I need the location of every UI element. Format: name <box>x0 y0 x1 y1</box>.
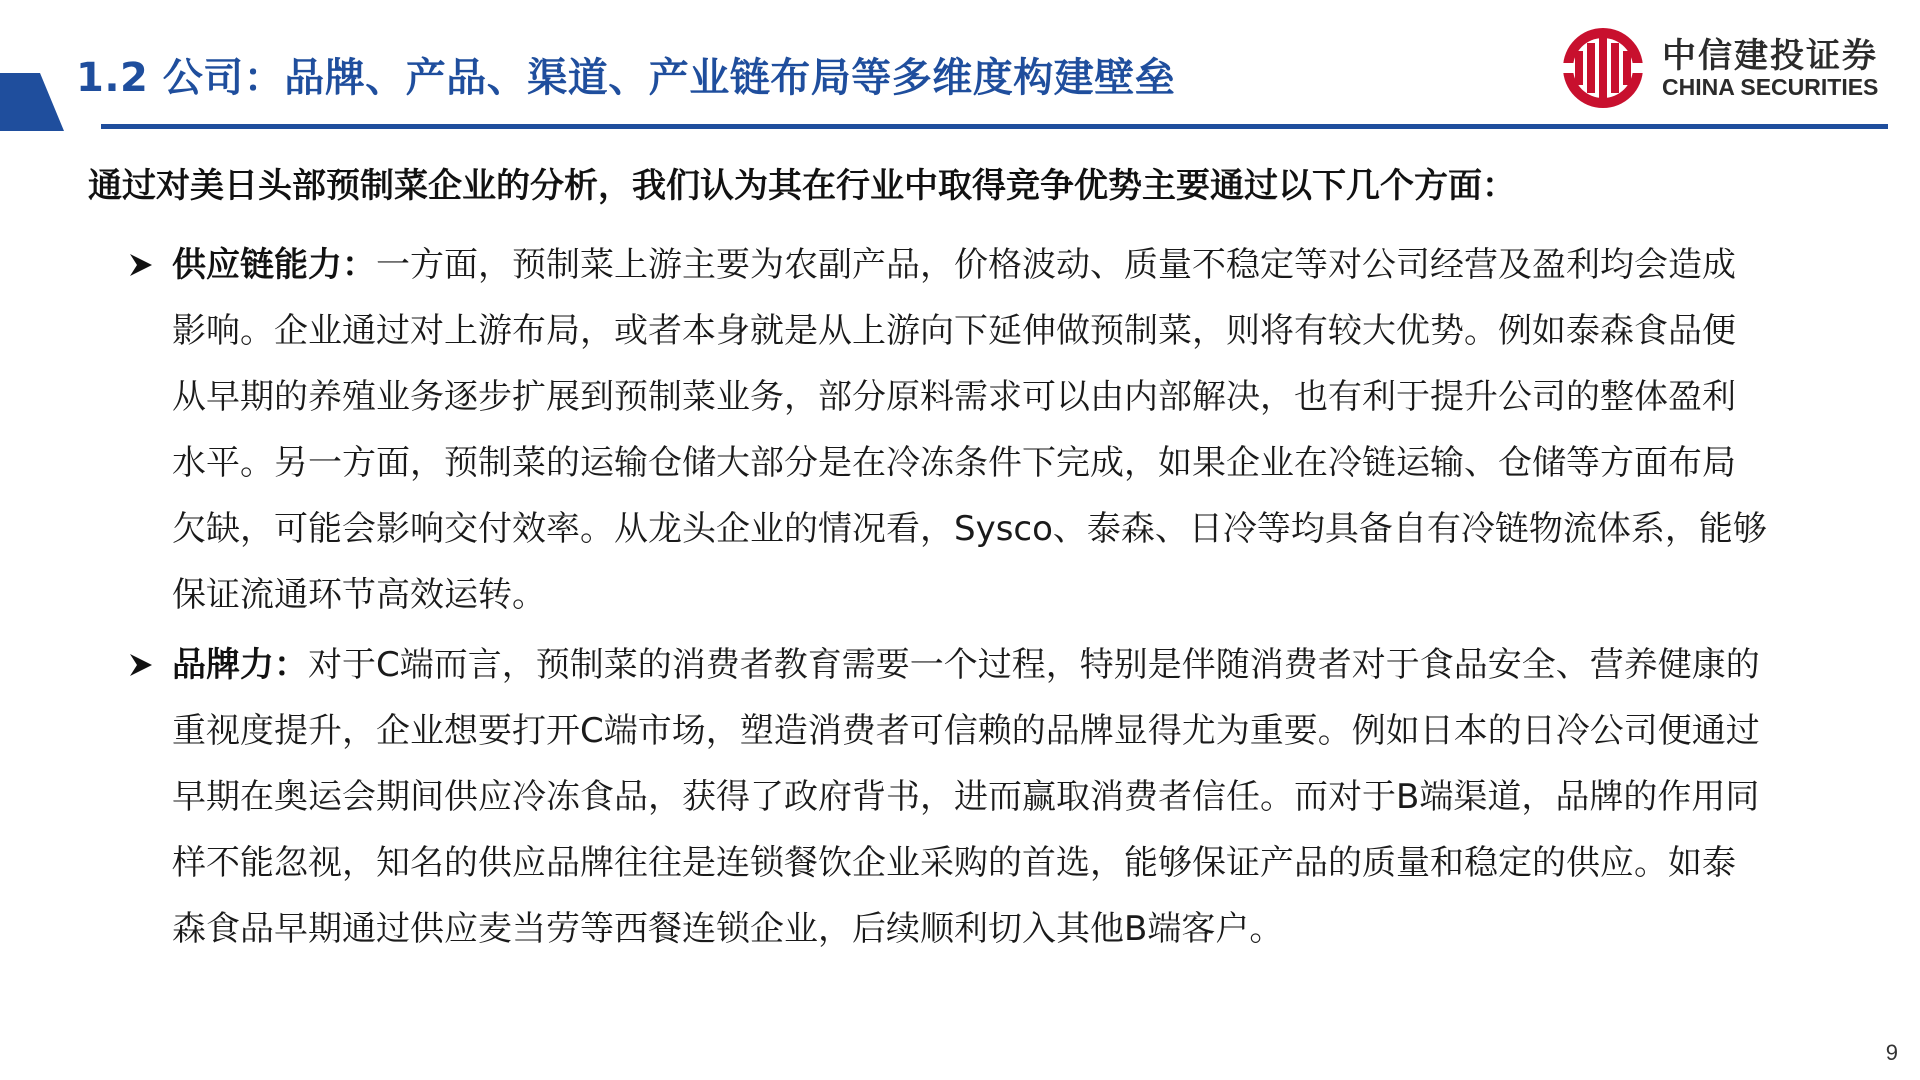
arrowhead-bullet-icon <box>128 652 154 678</box>
company-logo <box>1562 24 1892 114</box>
bullet-title: 供应链能力： <box>172 245 376 285</box>
bullet-brand-power <box>128 632 1768 962</box>
bullet-text <box>172 232 1768 628</box>
slide-title: 1.2 公司：品牌、产品、渠道、产业链布局等多维度构建壁垒 <box>76 55 1176 101</box>
bullet-title: 品牌力： <box>172 645 308 685</box>
logo-name-cn: 中信建投证券 <box>1662 36 1878 76</box>
logo-name-en: CHINA SECURITIES <box>1662 74 1879 100</box>
arrowhead-bullet-icon <box>128 252 154 278</box>
title-underline <box>101 124 1888 129</box>
bullet-body: 对于C端而言，预制菜的消费者教育需要一个过程，特别是伴随消费者对于食品安全、营养健康的重视度提升，企业想要打开C端市场，塑造消费者可信赖的品牌显得尤为重要。例如日本的日冷公司便通过早期在奥运会期间供应冷冻食品，获得了政府背书，进而赢取消费者信任。而对于B端渠道，品牌的作用同样不能忽视，知名的供应品牌往往是连锁餐饮企业采购的首选，能够保证产品的质量和稳定的供应。如泰森食品早期通过供应麦当劳等西餐连锁企业，后续顺利切入其他B端客户。 <box>172 645 1760 949</box>
bullet-text <box>172 632 1768 962</box>
intro-text: 通过对美日头部预制菜企业的分析，我们认为其在行业中取得竞争优势主要通过以下几个方面： <box>88 166 1516 206</box>
corner-tab-decoration <box>0 73 64 131</box>
bullet-supply-chain <box>128 232 1768 628</box>
bullet-body: 一方面，预制菜上游主要为农副产品，价格波动、质量不稳定等对公司经营及盈利均会造成影响。企业通过对上游布局，或者本身就是从上游向下延伸做预制菜，则将有较大优势。例如泰森食品便从早期的养殖业务逐步扩展到预制菜业务，部分原料需求可以由内部解决，也有利于提升公司的整体盈利水平。另一方面，预制菜的运输仓储大部分是在冷冻条件下完成，如果企业在冷链运输、仓储等方面布局欠缺，可能会影响交付效率。从龙头企业的情况看，Sysco、泰森、日冷等均具备自有冷链物流体系，能够保证流通环节高效运转。 <box>172 245 1767 615</box>
citic-logo-mark-icon <box>1562 27 1644 109</box>
page-number: 9 <box>1885 1040 1898 1065</box>
